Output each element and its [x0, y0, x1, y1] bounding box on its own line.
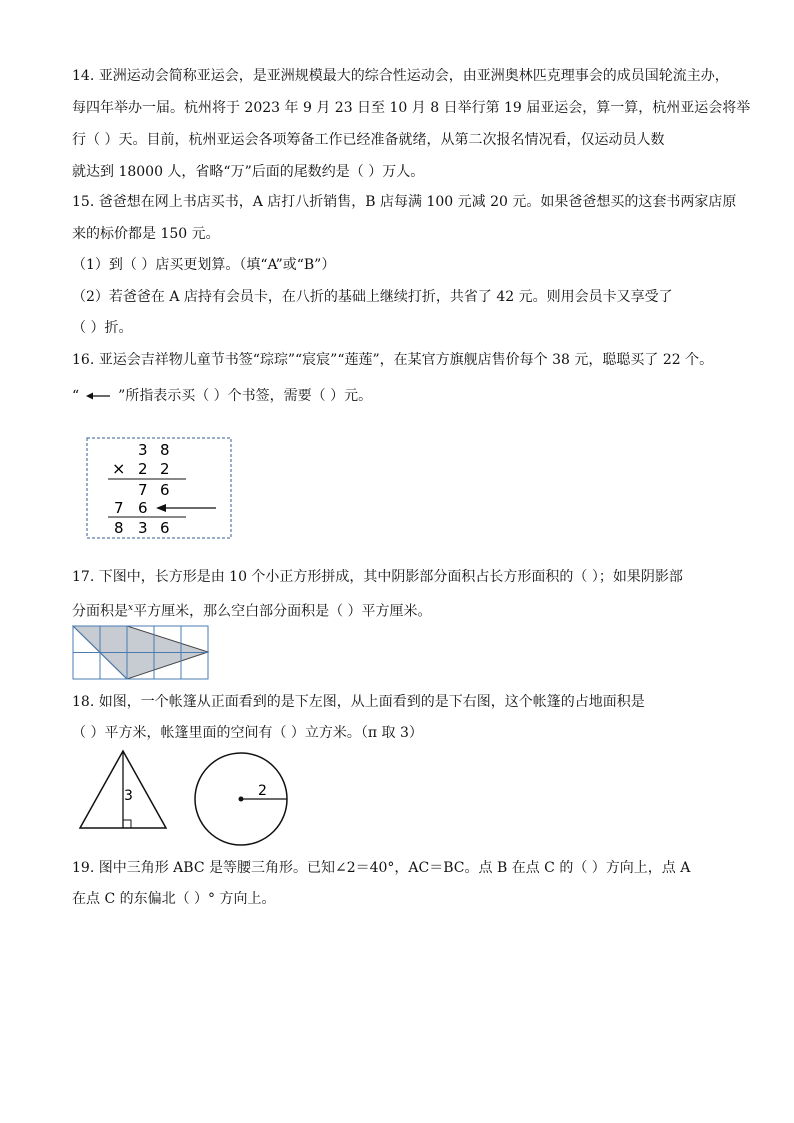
digit: 6 — [160, 519, 170, 537]
q16-line-2-rest: ”所指表示买（ ）个书签，需要（ ）元。 — [118, 388, 373, 404]
q19-line-2: 在点 C 的东偏北（ ）° 方向上。 — [72, 891, 276, 907]
q19-line-1: 19. 图中三角形 ABC 是等腰三角形。已知∠2＝40°，AC＝BC。点 B 在点 C 的（ ）方向上，点 A — [72, 860, 691, 876]
q15-line-2: 来的标价都是 150 元。 — [72, 226, 220, 242]
pointer-arrowhead — [156, 504, 166, 512]
digit: 3 — [138, 519, 148, 537]
digit: 7 — [114, 499, 124, 517]
vertical-multiplication-figure — [86, 437, 232, 543]
digit: 8 — [160, 441, 170, 459]
times-sign: × — [112, 459, 126, 478]
q15-line-5: （ ）折。 — [72, 320, 133, 336]
q16-line-2 — [72, 388, 372, 404]
tent-top-view-figure — [193, 751, 291, 853]
radius-label: 2 — [258, 783, 267, 799]
q17-line-1: 17. 下图中，长方形是由 10 个小正方形拼成，其中阴影部分面积占长方形面积的（ ）；如果阴影部 — [72, 569, 683, 585]
digit: 3 — [138, 441, 148, 459]
height-label: 3 — [124, 788, 133, 804]
q16-line-1: 16. 亚运会吉祥物儿童节书签“琮琮”“宸宸”“莲莲”，在某官方旗舰店售价每个 38 元，聪聪买了 22 个。 — [72, 352, 714, 368]
rectangle-grid-figure — [71, 624, 213, 686]
q18-line-1: 18. 如图，一个帐篷从正面看到的是下左图，从上面看到的是下右图，这个帐篷的占地面积是 — [72, 694, 645, 710]
q17-line-2 — [72, 600, 432, 620]
q17-line-2-start: 分面积是 — [72, 603, 128, 620]
dashed-frame — [87, 438, 231, 538]
arrow-left-icon — [86, 391, 112, 401]
q15-line-4: （2）若爸爸在 A 店持有会员卡，在八折的基础上继续打折，共省了 42 元。则用会员卡又享受了 — [72, 289, 673, 305]
digit: 6 — [138, 499, 148, 517]
q14-line-1: 14. 亚洲运动会简称亚运会，是亚洲规模最大的综合性运动会，由亚洲奥林匹克理事会的成员国轮流主办， — [72, 68, 729, 84]
q15-line-3: （1）到（ ）店买更划算。（填“A”或“B”） — [72, 257, 336, 273]
digit: 2 — [160, 460, 170, 478]
right-angle-mark — [123, 820, 131, 828]
digit: 7 — [138, 481, 148, 499]
digit: 6 — [160, 481, 170, 499]
q17-line-2-end: 平方厘米，那么空白部分面积是（ ）平方厘米。 — [133, 603, 432, 620]
q16-open-quote: “ — [72, 388, 80, 404]
tent-front-view-figure — [77, 749, 169, 835]
q15-line-1: 15. 爸爸想在网上书店买书，A 店打八折销售，B 店每满 100 元减 20 元。如果爸爸想买的这套书两家店原 — [72, 194, 737, 210]
digit: 8 — [114, 519, 124, 537]
q14-line-3: 行（ ）天。目前，杭州亚运会各项筹备工作已经准备就绪，从第二次报名情况看，仅运动员人数 — [72, 132, 665, 148]
q14-line-2: 每四年举办一届。杭州将于 2023 年 9 月 23 日至 10 月 8 日举行第 19 届亚运会，算一算，杭州亚运会将举 — [72, 100, 751, 116]
variable-x: x — [128, 603, 134, 613]
digit: 2 — [138, 460, 148, 478]
q18-line-2: （ ）平方米，帐篷里面的空间有（ ）立方米。（π 取 3） — [72, 725, 423, 741]
q14-line-4: 就达到 18000 人，省略“万”后面的尾数约是（ ）万人。 — [72, 164, 425, 180]
